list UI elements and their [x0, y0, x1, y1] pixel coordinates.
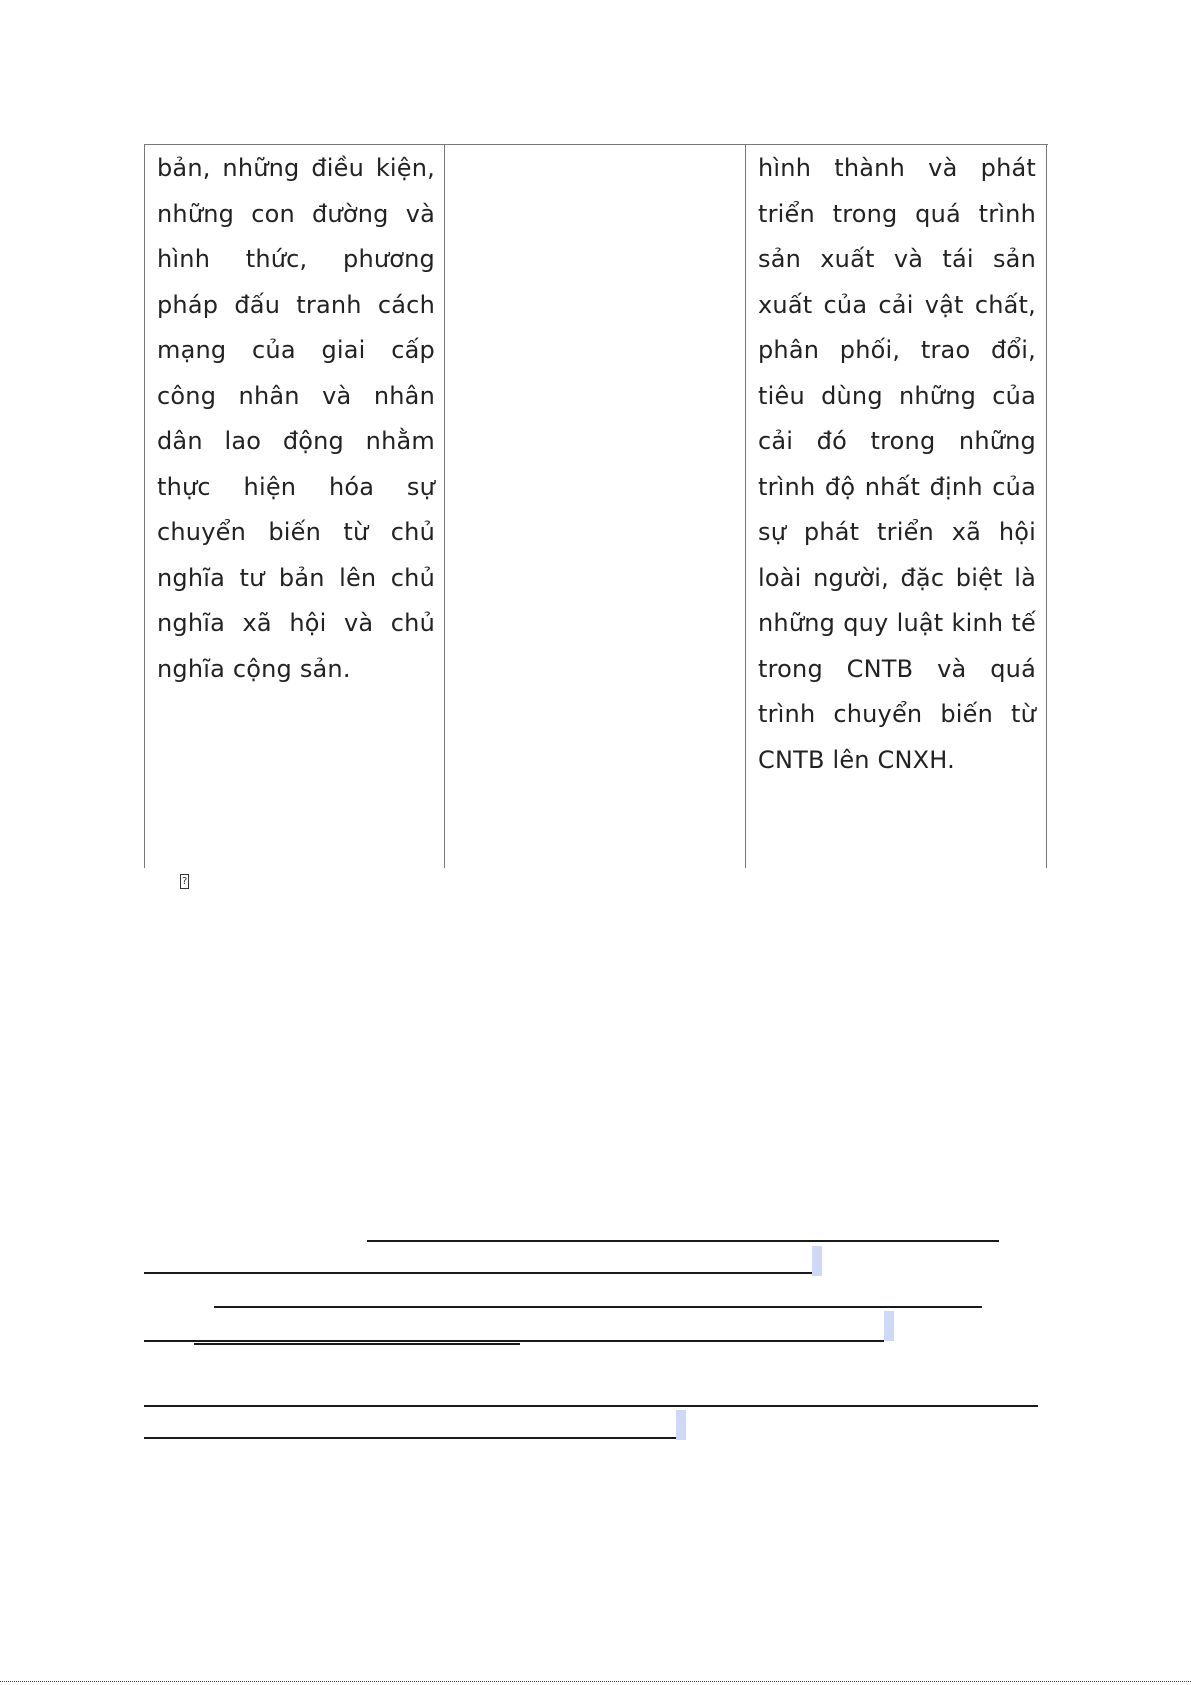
- link-underline-1[interactable]: [367, 1240, 999, 1242]
- cell-text-col3: hình thành và phát triển trong quá trình sản xuất và tái sản xuất của cải vật chất, phân phối, trao đổi, tiêu dùng những của cải đó trong những trình độ nhất định của sự phát triển xã hội loài người, đặc biệt là những quy luật kinh tế trong CNTB và quá trình chuyển biến từ CNTB lên CNXH.: [758, 154, 1036, 774]
- page-bottom-border: [0, 1681, 1191, 1682]
- link-underline-6[interactable]: [144, 1405, 1038, 1407]
- link-underline-7[interactable]: [144, 1437, 676, 1439]
- selection-marker-3: [676, 1410, 686, 1440]
- cell-text-col1: bản, những điều kiện, những con đường và hình thức, phương pháp đấu tranh cách mạng của giai cấp công nhân và nhân dân lao động nhằm thực hiện hóa sự chuyển biến từ chủ nghĩa tư bản lên chủ nghĩa xã hội và chủ nghĩa cộng sản.: [157, 154, 435, 683]
- selection-marker-1: [812, 1246, 822, 1276]
- link-underline-5[interactable]: [194, 1343, 520, 1345]
- selection-marker-2: [884, 1311, 894, 1341]
- table-cell-col3: [746, 145, 1047, 868]
- table-cell-col2: [445, 145, 746, 868]
- missing-glyph-icon: ?: [181, 876, 188, 887]
- table-cell-col1: [144, 145, 445, 868]
- link-underline-2[interactable]: [144, 1272, 812, 1274]
- content-table: [144, 144, 1048, 868]
- link-underline-3[interactable]: [214, 1306, 982, 1308]
- link-underline-4[interactable]: [144, 1340, 884, 1342]
